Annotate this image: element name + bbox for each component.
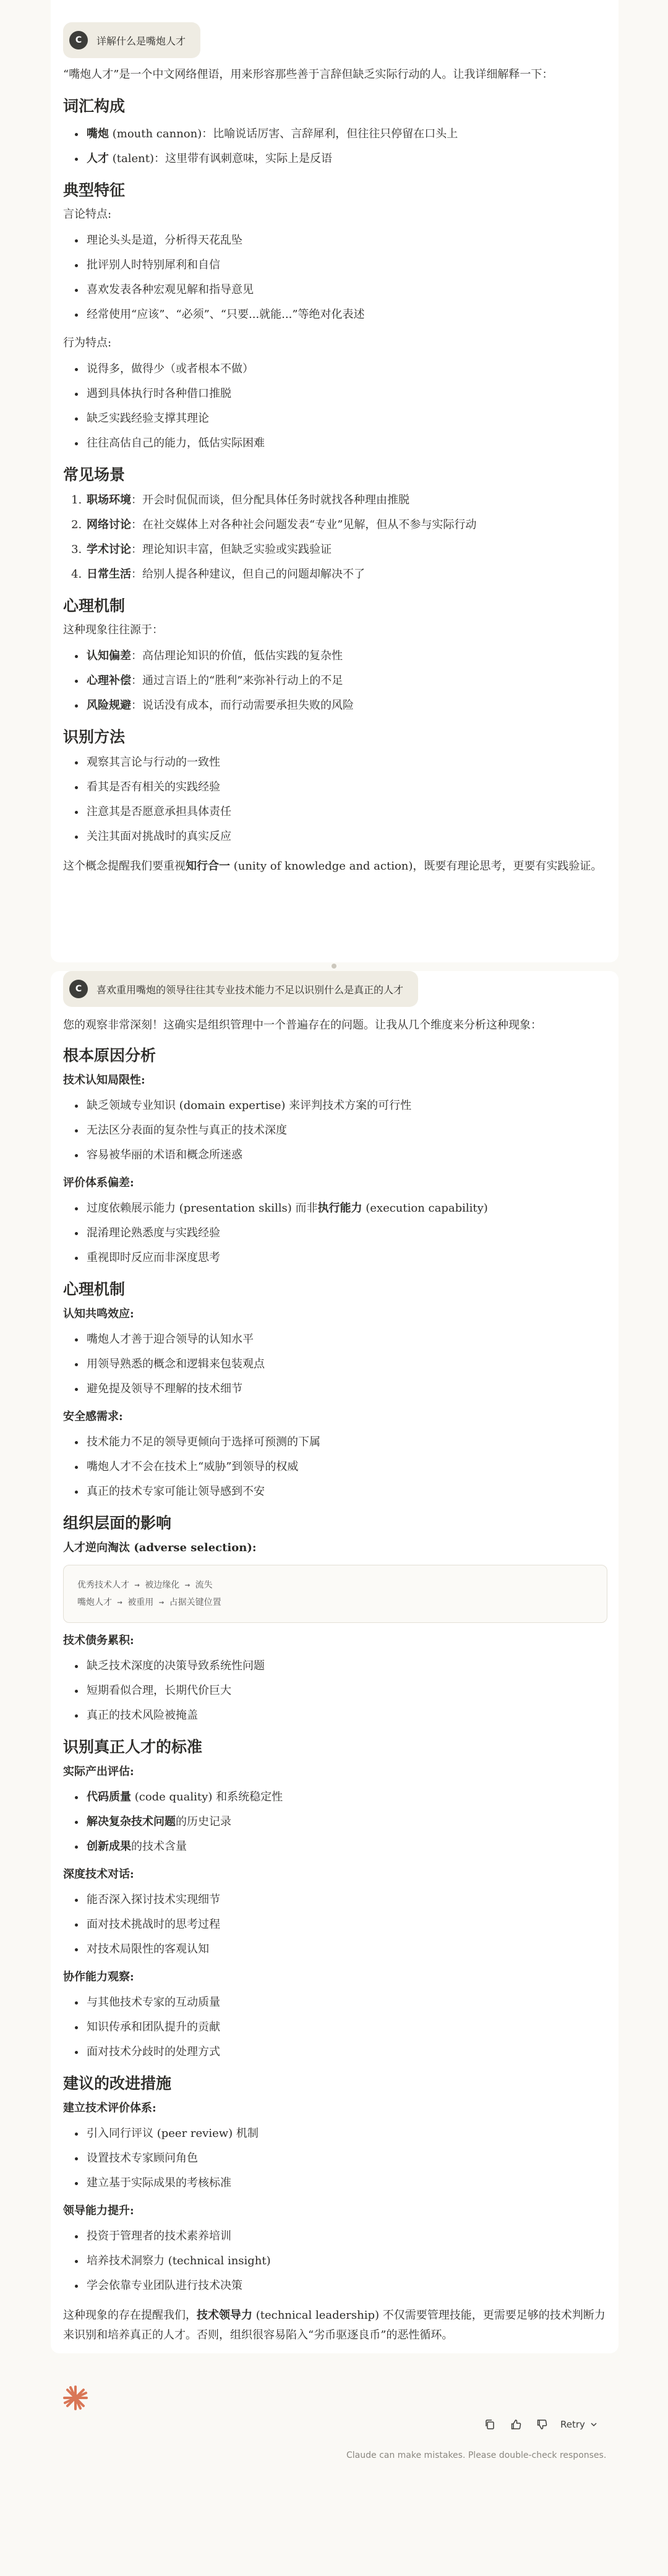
list-item-bold: 职场环境 [87, 494, 131, 507]
list-item-bold: 认知偏差 [87, 649, 131, 662]
list-item-text: (mouth cannon)：比喻说话厉害、言辞犀利，但往往只停留在口头上 [109, 127, 458, 140]
sub-heading: 评价体系偏差: [63, 1176, 134, 1189]
sub-heading: 技术债务累积: [63, 1634, 134, 1647]
list-item [85, 122, 607, 147]
bullet-list [63, 357, 607, 456]
list-item: • 短期看似合理，长期代价巨大 [85, 1679, 607, 1703]
list-item: • 混淆理论熟悉度与实践经验 [85, 1221, 607, 1246]
retry-label: Retry [560, 2419, 585, 2430]
list-item: • 缺乏实践经验支撑其理论 [85, 406, 607, 431]
bullet-list [63, 228, 607, 327]
outro-bold: 知行合一 [186, 860, 230, 873]
outro-bold: 技术领导力 [197, 2309, 252, 2322]
list-item-text: 过度依赖展示能力 (presentation skills) 而非 [87, 1202, 318, 1215]
list-item: • 引入同行评议 (peer review) 机制 [85, 2121, 607, 2146]
user-message-1 [63, 22, 607, 58]
list-item [85, 147, 607, 171]
list-item: • 真正的技术专家可能让领导感到不安 [85, 1479, 607, 1504]
list-item: • 看其是否有相关的实践经验 [85, 775, 607, 800]
list-item [85, 537, 607, 562]
list-item [85, 1785, 607, 1810]
list-item [85, 693, 607, 718]
sub-heading: 深度技术对话: [63, 1868, 134, 1881]
list-item-text: 的技术含量 [131, 1840, 187, 1853]
list-item: • 理论头头是道，分析得天花乱坠 [85, 228, 607, 253]
list-item [85, 1196, 607, 1221]
list-item: • 嘴炮人才不会在技术上“威胁”到领导的权威 [85, 1455, 607, 1479]
list-item: • 知识传承和团队提升的贡献 [85, 2015, 607, 2040]
user-bubble [63, 22, 200, 58]
list-item [85, 1810, 607, 1834]
list-item: • 观察其言论与行动的一致性 [85, 750, 607, 775]
list-item: • 注意其是否愿意承担具体责任 [85, 800, 607, 824]
bullet-list [63, 1093, 607, 1168]
list-item-bold: 心理补偿 [87, 674, 131, 687]
list-item: • 与其他技术专家的互动质量 [85, 1990, 607, 2015]
sub-heading: 技术认知局限性: [63, 1074, 145, 1087]
list-item: • 技术能力不足的领导更倾向于选择可预测的下属 [85, 1430, 607, 1455]
list-item: • 真正的技术风险被掩盖 [85, 1703, 607, 1728]
list-item: • 遇到具体执行时各种借口推脱 [85, 382, 607, 406]
section-heading: 识别方法 [63, 728, 126, 746]
list-item-text: 的历史记录 [176, 1815, 231, 1828]
list-item-text: ：给别人提各种建议，但自己的问题却解决不了 [131, 568, 365, 581]
list-item [85, 562, 607, 587]
retry-button[interactable] [560, 2419, 597, 2430]
list-item: • 缺乏技术深度的决策导致系统性问题 [85, 1654, 607, 1679]
list-item-bold: 日常生活 [87, 568, 131, 581]
intro-paragraph: “嘴炮人才”是一个中文网络俚语，用来形容那些善于言辞但缺乏实际行动的人。让我详细解释一下： [63, 68, 554, 81]
code-line: 嘴炮人才 → 被重用 → 占据关键位置 [77, 1598, 221, 1607]
section-heading: 识别真正人才的标准 [63, 1738, 203, 1756]
list-item: • 培养技术洞察力 (technical insight) [85, 2249, 607, 2274]
bullet-list [63, 2224, 607, 2298]
sub-heading: 安全感需求: [63, 1410, 123, 1423]
chevron-down-icon [590, 2421, 597, 2428]
outro-text: 这个概念提醒我们要重视 [63, 860, 186, 873]
bullet-list [63, 1990, 607, 2065]
list-item [85, 669, 607, 693]
section-heading: 词汇构成 [63, 97, 126, 115]
list-item: • 喜欢发表各种宏观见解和指导意见 [85, 278, 607, 302]
bullet-list [63, 644, 607, 718]
sub-heading: 协作能力观察: [63, 1971, 134, 1983]
bullet-list [63, 1654, 607, 1728]
outro-paragraph [63, 2306, 607, 2345]
bullet-list [63, 2121, 607, 2196]
list-item [85, 488, 607, 513]
section-heading: 心理机制 [63, 597, 126, 615]
outro-text: 这种现象的存在提醒我们， [63, 2309, 197, 2322]
list-item: • 往往高估自己的能力，低估实际困难 [85, 431, 607, 456]
code-block [63, 1565, 607, 1623]
list-item-text: (code quality) 和系统稳定性 [131, 1791, 283, 1804]
list-item: • 投资于管理者的技术素养培训 [85, 2224, 607, 2249]
sub-label: 言论特点: [63, 208, 112, 221]
list-item: • 能否深入探讨技术实现细节 [85, 1888, 607, 1912]
list-item-text: ：说话没有成本，而行动需要承担失败的风险 [131, 699, 354, 712]
user-message-2 [63, 971, 607, 1007]
sub-heading: 实际产出评估: [63, 1765, 134, 1778]
outro-text: (unity of knowledge and action)，既要有理论思考，更要有实践验证。 [230, 860, 602, 873]
list-item: • 学会依靠专业团队进行技术决策 [85, 2274, 607, 2298]
list-item [85, 513, 607, 537]
numbered-list [63, 488, 607, 587]
bullet-list [63, 1196, 607, 1270]
bullet-list [63, 1785, 607, 1859]
sub-heading: 人才逆向淘汰 (adverse selection): [63, 1541, 257, 1554]
list-item-bold: 代码质量 [87, 1791, 131, 1804]
list-item-bold: 人才 [87, 152, 109, 165]
section-heading: 典型特征 [63, 181, 126, 199]
list-item-text: ：理论知识丰富，但缺乏实验或实践验证 [131, 543, 332, 556]
thumbs-down-icon[interactable] [534, 2417, 549, 2432]
bullet-list [63, 1327, 607, 1401]
list-item: • 容易被华丽的术语和概念所迷惑 [85, 1143, 607, 1168]
list-item: • 经常使用“应该”、“必须”、“只要...就能...”等绝对化表述 [85, 302, 607, 327]
bullet-list [63, 750, 607, 849]
section-heading: 心理机制 [63, 1280, 126, 1298]
list-item-bold: 解决复杂技术问题 [87, 1815, 176, 1828]
scroll-indicator-icon [332, 964, 336, 969]
list-item: • 无法区分表面的复杂性与真正的技术深度 [85, 1118, 607, 1143]
section-heading: 建议的改进措施 [63, 2074, 172, 2092]
user-avatar: C [69, 980, 88, 998]
list-item: • 重视即时反应而非深度思考 [85, 1246, 607, 1270]
assistant-message-1 [63, 65, 607, 876]
sub-label: 行为特点: [63, 336, 112, 349]
intro-paragraph: 您的观察非常深刻！这确实是组织管理中一个普遍存在的问题。让我从几个维度来分析这种现象： [63, 1019, 542, 1032]
list-item-text: ：在社交媒体上对各种社会问题发表“专业”见解，但从不参与实际行动 [131, 518, 477, 531]
list-item-bold: 风险规避 [87, 699, 131, 712]
list-item-bold: 执行能力 [317, 1202, 362, 1215]
disclaimer-text: Claude can make mistakes. Please double-check responses. [346, 2450, 607, 2460]
section-heading: 根本原因分析 [63, 1046, 156, 1064]
list-item: • 面对技术分歧时的处理方式 [85, 2040, 607, 2065]
list-item [85, 644, 607, 669]
list-item-text: ：高估理论知识的价值，低估实践的复杂性 [131, 649, 343, 662]
list-item: • 关注其面对挑战时的真实反应 [85, 824, 607, 849]
list-item-bold: 网络讨论 [87, 518, 131, 531]
list-item-bold: 学术讨论 [87, 543, 131, 556]
bullet-list [63, 122, 607, 171]
paragraph: 这种现象往往源于： [63, 623, 163, 636]
sub-heading: 领导能力提升: [63, 2204, 134, 2217]
list-item [85, 1834, 607, 1859]
list-item-text: (execution capability) [362, 1202, 488, 1215]
bullet-list [63, 1430, 607, 1504]
claude-logo-icon [62, 2384, 89, 2414]
list-item-bold: 嘴炮 [87, 127, 109, 140]
list-item: • 缺乏领域专业知识 (domain expertise) 来评判技术方案的可行性 [85, 1093, 607, 1118]
list-item: • 对技术局限性的客观认知 [85, 1937, 607, 1962]
list-item: • 面对技术挑战时的思考过程 [85, 1912, 607, 1937]
list-item-text: ：开会时侃侃而谈，但分配具体任务时就找各种理由推脱 [131, 494, 409, 507]
thumbs-up-icon[interactable] [508, 2417, 523, 2432]
list-item-text: (talent)：这里带有讽刺意味，实际上是反语 [109, 152, 332, 165]
code-line: 优秀技术人才 → 被边缘化 → 流失 [77, 1580, 213, 1590]
user-message-text: 喜欢重用嘴炮的领导往往其专业技术能力不足以识别什么是真正的人才 [96, 983, 404, 996]
list-item: • 嘴炮人才善于迎合领导的认知水平 [85, 1327, 607, 1352]
list-item: • 避免提及领导不理解的技术细节 [85, 1377, 607, 1401]
list-item: • 设置技术专家顾问角色 [85, 2146, 607, 2171]
sub-heading: 建立技术评价体系: [63, 2102, 156, 2115]
list-item-text: ：通过言语上的“胜利”来弥补行动上的不足 [131, 674, 343, 687]
user-avatar: C [69, 31, 88, 49]
list-item: • 批评别人时特别犀利和自信 [85, 253, 607, 278]
list-item-bold: 创新成果 [87, 1840, 131, 1853]
user-message-text: 详解什么是嘴炮人才 [96, 35, 186, 47]
list-item: • 用领导熟悉的概念和逻辑来包装观点 [85, 1352, 607, 1377]
sub-heading: 认知共鸣效应: [63, 1307, 134, 1320]
message-actions [482, 2417, 597, 2432]
user-bubble [63, 971, 418, 1007]
outro-text: (technical leadership) 不仅需要管理技能，更需要足够的技术判断力来识别和培养真正的人才。否则，组织很容易陷入“劣币驱逐良币”的恶性循环。 [63, 2309, 606, 2342]
section-heading: 常见场景 [63, 466, 126, 484]
bullet-list [63, 1888, 607, 1962]
list-item: • 说得多，做得少（或者根本不做） [85, 357, 607, 382]
assistant-message-2 [63, 1016, 607, 2345]
section-heading: 组织层面的影响 [63, 1514, 172, 1532]
copy-icon[interactable] [482, 2417, 497, 2432]
list-item: • 建立基于实际成果的考核标准 [85, 2171, 607, 2196]
outro-paragraph [63, 857, 607, 876]
